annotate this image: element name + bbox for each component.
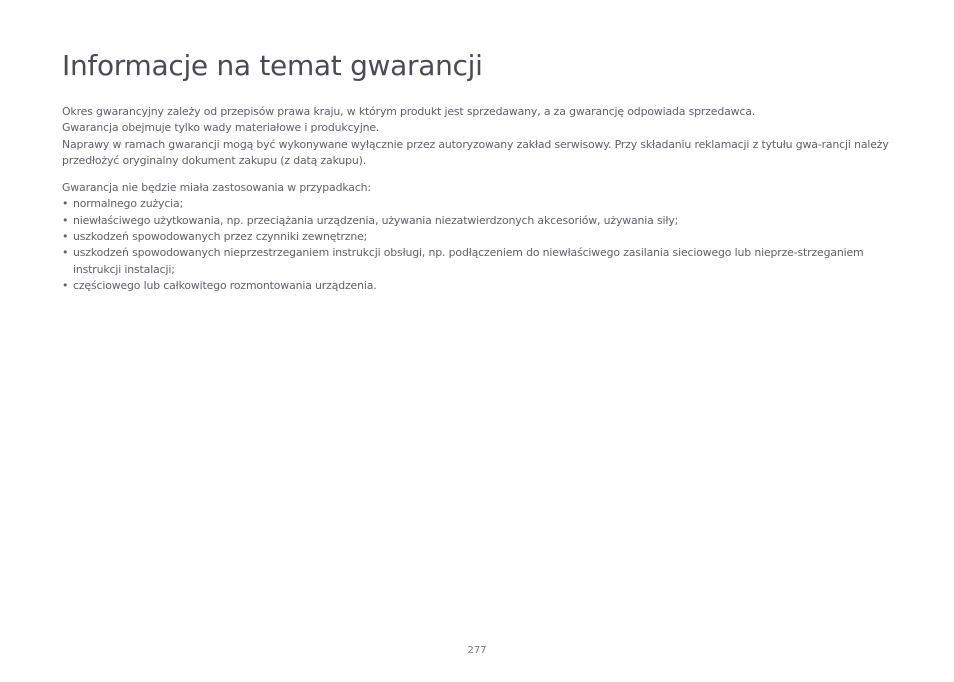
- list-item: • uszkodzeń spowodowanych przez czynniki zewnętrzne;: [62, 229, 892, 245]
- list-item: • normalnego zużycia;: [62, 196, 892, 212]
- page-title: Informacje na temat gwarancji: [62, 49, 483, 82]
- warranty-repairs-paragraph: Naprawy w ramach gwarancji mogą być wykonywane wyłącznie przez autoryzowany zakład serwisowy. Przy składaniu reklamacji z tytułu gwa-rancji należy przedłożyć oryginalny dokument zakupu (z datą zakupu).: [62, 137, 889, 167]
- warranty-terms: [62, 104, 892, 169]
- warranty-exclusions: [62, 180, 892, 294]
- exclusions-intro: Gwarancja nie będzie miała zastosowania w przypadkach:: [62, 181, 371, 195]
- warranty-period-paragraph: Okres gwarancyjny zależy od przepisów prawa kraju, w którym produkt jest sprzedawany, a za gwarancję odpowiada sprzedawca.: [62, 105, 756, 118]
- list-item: • uszkodzeń spowodowanych nieprzestrzeganiem instrukcji obsługi, np. podłączeniem do niewłaściwego zasilania sieciowego lub nieprze-strzeganiem instrukcji instalacji;: [62, 245, 892, 278]
- list-item: • częściowego lub całkowitego rozmontowania urządzenia.: [62, 278, 892, 294]
- page-number: 277: [467, 645, 487, 656]
- exclusions-list: [62, 196, 892, 294]
- warranty-scope-paragraph: Gwarancja obejmuje tylko wady materiałowe i produkcyjne.: [62, 121, 380, 135]
- list-item: • niewłaściwego użytkowania, np. przeciążania urządzenia, używania niezatwierdzonych akcesoriów, używania siły;: [62, 213, 892, 229]
- warranty-content: [62, 104, 892, 294]
